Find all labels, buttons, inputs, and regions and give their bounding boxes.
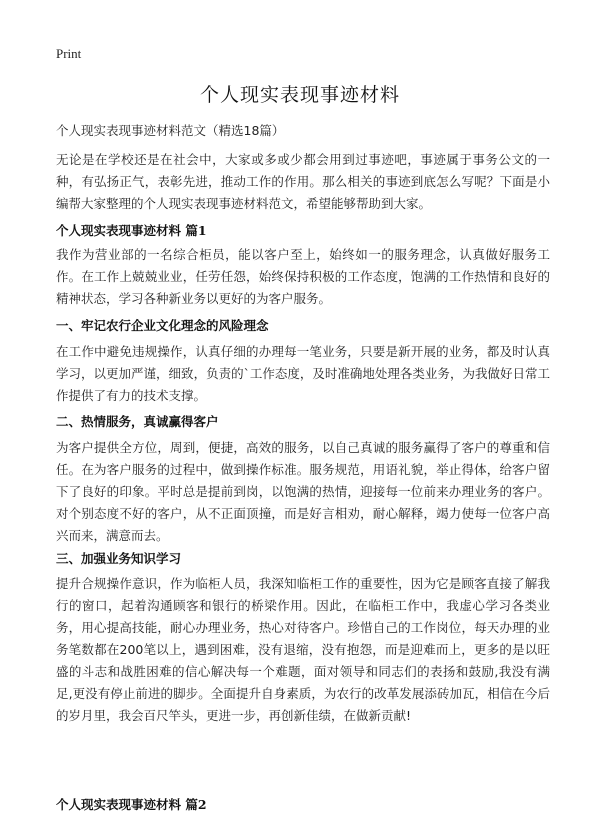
section-heading-4: 三、加强业务知识学习 [56,551,182,566]
section-heading-2: 一、牢记农行企业文化理念的风险理念 [56,318,269,333]
section-body-3: 为客户提供全方位，周到，便捷，高效的服务，以自己真诚的服务赢得了客户的尊重和信任。在为客户服务的过程中，做到操作标准。服务规范，用语礼貌，举止得体，给客户留下了良好的印象。平时总是提前到岗，以饱满的热情，迎接每一位前来办理业务的客户。对个别态度不好的客户，从不正面顶撞，而是好言相劝，耐心解释，竭力使每一位客户高兴而来，满意而去。 [56,440,550,543]
page-title: 个人现实表现事迹材料 [199,84,400,106]
section-heading-1: 个人现实表现事迹材料 篇1 [56,223,207,238]
section-heading-3: 二、热情服务，真诚赢得客户 [56,414,219,429]
section-body-1: 我作为营业部的一名综合柜员，能以客户至上，始终如一的服务理念，认真做好服务工作。在工作上兢兢业业，任劳任怨，始终保持积极的工作态度，饱满的工作热情和良好的精神状态，学习各种新业务以更好的为客户服务。 [56,247,550,306]
document-subtitle: 个人现实表现事迹材料范文（精选18篇） [56,123,285,138]
print-link[interactable]: Print [56,46,82,61]
intro-paragraph: 无论是在学校还是在社会中，大家或多或少都会用到过事迹吧，事迹属于事务公文的一种，有弘扬正气，表彰先进，推动工作的作用。那么相关的事迹到底怎么写呢？下面是小编帮大家整理的个人现实表现事迹材料范文，希望能够帮助到大家。 [56,152,550,211]
section-heading-5: 个人现实表现事迹材料 篇2 [56,797,207,812]
section-body-4: 提升合规操作意识，作为临柜人员，我深知临柜工作的重要性，因为它是顾客直接了解我行的窗口，起着沟通顾客和银行的桥梁作用。因此，在临柜工作中，我虚心学习各类业务，用心提高技能，耐心办理业务，热心对待客户。珍惜自己的工作岗位，每天办理的业务笔数都在200笔以上，遇到困难，没有退缩，没有抱怨，而是迎难而上，更多的是以旺盛的斗志和战胜困难的信心解决每一个难题，面对领导和同志们的表扬和鼓励,我没有满足,更没有停止前进的脚步。全面提升自身素质，为农行的改革发展添砖加瓦，相信在今后的岁月里，我会百尺竿头，更进一步，再创新佳绩，在做新贡献! [56,576,550,723]
section-body-2: 在工作中避免违规操作，认真仔细的办理每一笔业务，只要是新开展的业务，都及时认真学习，以更加严谨，细致，负责的`工作态度，及时准确地处理各类业务，为我做好日常工作提供了有力的技术支撑。 [56,344,550,403]
